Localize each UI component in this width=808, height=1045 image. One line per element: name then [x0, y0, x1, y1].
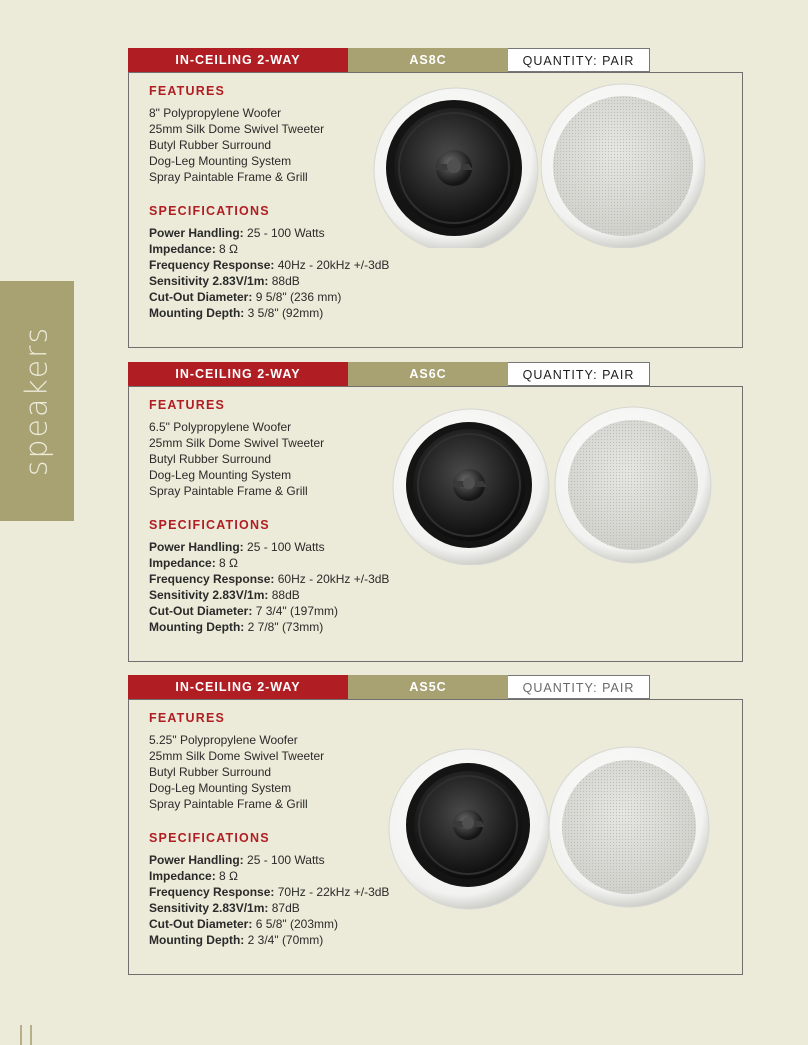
spec-row [149, 571, 389, 587]
spec-value: 9 5/8" (236 mm) [255, 290, 342, 304]
speaker-grill-icon [541, 84, 705, 248]
spec-value: 70Hz - 22kHz +/-3dB [277, 885, 390, 899]
product-header [128, 675, 650, 699]
spec-value: 8 Ω [219, 869, 239, 883]
spec-label: Impedance: [149, 556, 216, 570]
feature-item: 5.25" Polypropylene Woofer [149, 733, 298, 747]
spec-value: 2 3/4" (70mm) [247, 933, 324, 947]
speaker-woofer-icon [374, 88, 538, 248]
spec-value: 25 - 100 Watts [247, 226, 325, 240]
spec-row [149, 932, 389, 948]
spec-label: Cut-Out Diameter: [149, 604, 253, 618]
spec-label: Cut-Out Diameter: [149, 917, 253, 931]
spec-row [149, 603, 389, 619]
spec-label: Sensitivity 2.83V/1m: [149, 274, 269, 288]
spec-row [149, 305, 389, 321]
spec-label: Frequency Response: [149, 885, 275, 899]
product-panel [128, 72, 743, 348]
feature-item: 25mm Silk Dome Swivel Tweeter [149, 122, 325, 136]
feature-item: Dog-Leg Mounting System [149, 468, 292, 482]
feature-item: Spray Paintable Frame & Grill [149, 170, 308, 184]
spec-label: Sensitivity 2.83V/1m: [149, 901, 269, 915]
spec-row [149, 852, 389, 868]
spec-label: Impedance: [149, 869, 216, 883]
category-tab: IN-CEILING 2-WAY [128, 362, 348, 386]
spec-value: 8 Ω [219, 556, 239, 570]
feature-item: Butyl Rubber Surround [149, 452, 272, 466]
spec-label: Mounting Depth: [149, 306, 245, 320]
feature-item: Spray Paintable Frame & Grill [149, 484, 308, 498]
spec-row [149, 225, 389, 241]
product-block-as6c [128, 362, 743, 662]
product-header [128, 362, 650, 386]
spec-value: 6 5/8" (203mm) [255, 917, 338, 931]
spec-row [149, 273, 389, 289]
spec-row [149, 587, 389, 603]
spec-value: 88dB [271, 274, 300, 288]
feature-item: 25mm Silk Dome Swivel Tweeter [149, 436, 325, 450]
speaker-grill-icon [555, 407, 711, 563]
quantity-tab: QUANTITY: PAIR [508, 675, 650, 699]
spec-label: Power Handling: [149, 226, 244, 240]
spec-value: 2 7/8" (73mm) [247, 620, 324, 634]
spec-value: 7 3/4" (197mm) [255, 604, 338, 618]
speaker-woofer-icon [393, 409, 549, 565]
features-heading: FEATURES [149, 711, 226, 725]
quantity-tab: QUANTITY: PAIR [508, 362, 650, 386]
specifications-heading: SPECIFICATIONS [149, 204, 270, 218]
spec-value: 25 - 100 Watts [247, 540, 325, 554]
feature-item: 6.5" Polypropylene Woofer [149, 420, 292, 434]
feature-item: 25mm Silk Dome Swivel Tweeter [149, 749, 325, 763]
product-panel [128, 699, 743, 975]
quantity-tab: QUANTITY: PAIR [508, 48, 650, 72]
category-tab: IN-CEILING 2-WAY [128, 48, 348, 72]
spec-row [149, 257, 389, 273]
speaker-photo [361, 78, 741, 248]
spec-value: 8 Ω [219, 242, 239, 256]
spec-label: Mounting Depth: [149, 620, 245, 634]
spec-label: Impedance: [149, 242, 216, 256]
spec-row [149, 884, 389, 900]
category-tab: IN-CEILING 2-WAY [128, 675, 348, 699]
product-block-as5c [128, 675, 743, 975]
spec-label: Frequency Response: [149, 572, 275, 586]
feature-item: Butyl Rubber Surround [149, 765, 272, 779]
spec-value: 25 - 100 Watts [247, 853, 325, 867]
spec-row [149, 241, 389, 257]
section-label: speakers [19, 325, 55, 477]
spec-label: Mounting Depth: [149, 933, 245, 947]
spec-value: 87dB [271, 901, 300, 915]
spec-label: Sensitivity 2.83V/1m: [149, 588, 269, 602]
spec-row [149, 619, 389, 635]
model-tab: AS8C [348, 48, 508, 72]
spec-row [149, 539, 389, 555]
spec-value: 3 5/8" (92mm) [247, 306, 324, 320]
product-header [128, 48, 650, 72]
feature-item: Dog-Leg Mounting System [149, 781, 292, 795]
features-heading: FEATURES [149, 398, 226, 412]
spec-row [149, 289, 389, 305]
spec-row [149, 868, 389, 884]
section-side-tab [0, 281, 74, 521]
features-heading: FEATURES [149, 84, 226, 98]
spec-label: Power Handling: [149, 540, 244, 554]
spec-row [149, 900, 389, 916]
speaker-photo [384, 405, 734, 565]
specifications-heading: SPECIFICATIONS [149, 831, 270, 845]
product-details [149, 710, 389, 948]
model-tab: AS5C [348, 675, 508, 699]
spec-row [149, 916, 389, 932]
spec-value: 40Hz - 20kHz +/-3dB [277, 258, 390, 272]
product-details [149, 397, 389, 635]
specifications-heading: SPECIFICATIONS [149, 518, 270, 532]
product-details [149, 83, 389, 321]
feature-item: Dog-Leg Mounting System [149, 154, 292, 168]
spec-value: 60Hz - 20kHz +/-3dB [277, 572, 390, 586]
page-mark-icon [20, 1025, 32, 1045]
spec-value: 88dB [271, 588, 300, 602]
spec-label: Frequency Response: [149, 258, 275, 272]
speaker-photo [384, 745, 724, 920]
spec-row [149, 555, 389, 571]
speaker-grill-icon [549, 747, 709, 907]
speaker-woofer-icon [389, 749, 549, 909]
model-tab: AS6C [348, 362, 508, 386]
product-block-as8c [128, 48, 743, 348]
spec-label: Power Handling: [149, 853, 244, 867]
feature-item: 8" Polypropylene Woofer [149, 106, 282, 120]
feature-item: Butyl Rubber Surround [149, 138, 272, 152]
spec-label: Cut-Out Diameter: [149, 290, 253, 304]
product-panel [128, 386, 743, 662]
feature-item: Spray Paintable Frame & Grill [149, 797, 308, 811]
